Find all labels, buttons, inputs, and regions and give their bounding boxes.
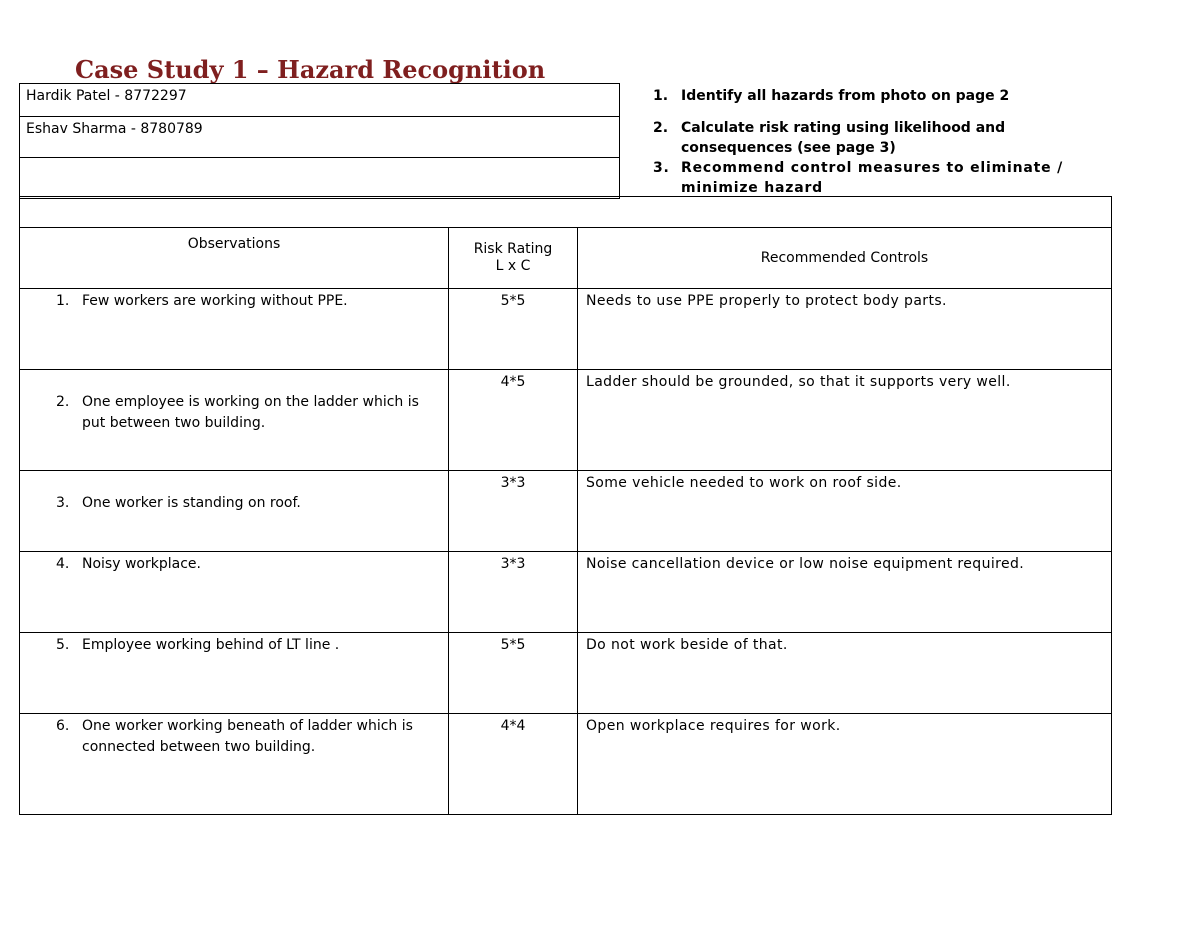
risk-rating-cell: 5*5 [449, 289, 578, 370]
observation-text: One worker is standing on roof. [82, 495, 301, 511]
risk-rating-cell: 4*5 [449, 370, 578, 471]
observation-number: 1. [56, 293, 70, 309]
instruction-text: Recommend control measures to eliminate / minimize hazard [681, 160, 1063, 196]
observations-header: Observations [20, 228, 449, 289]
observation-cell [20, 633, 449, 714]
table-row [20, 370, 1112, 471]
risk-rating-header [449, 228, 578, 289]
observation-cell [20, 471, 449, 552]
control-cell: Ladder should be grounded, so that it supports very well. [578, 370, 1112, 471]
table-row [20, 289, 1112, 370]
risk-rating-cell: 3*3 [449, 471, 578, 552]
instruction-text: Calculate risk rating using likelihood and consequences (see page 3) [681, 120, 1006, 156]
table-row [20, 633, 1112, 714]
risk-rating-cell: 5*5 [449, 633, 578, 714]
instruction-item [653, 118, 1103, 158]
risk-rating-cell: 3*3 [449, 552, 578, 633]
hazard-table [19, 196, 1112, 815]
table-row [20, 714, 1112, 815]
observation-cell [20, 289, 449, 370]
observation-number: 5. [56, 637, 70, 653]
instruction-number: 2. [653, 120, 669, 136]
table-row [20, 471, 1112, 552]
observation-cell [20, 714, 449, 815]
observation-number: 4. [56, 556, 70, 572]
observation-text: Few workers are working without PPE. [82, 293, 348, 309]
blank-row [20, 197, 1112, 228]
observation-cell [20, 552, 449, 633]
risk-rating-header-line1: Risk Rating [473, 241, 553, 257]
observation-number: 3. [56, 495, 70, 511]
control-cell: Open workplace requires for work. [578, 714, 1112, 815]
observation-text: One employee is working on the ladder which is put between two building. [82, 394, 419, 431]
risk-rating-header-line2: L x C [495, 258, 531, 274]
recommended-controls-header: Recommended Controls [578, 228, 1112, 289]
instruction-item [653, 158, 1103, 198]
student-name-3 [20, 158, 620, 199]
control-cell: Noise cancellation device or low noise equipment required. [578, 552, 1112, 633]
control-cell: Some vehicle needed to work on roof side. [578, 471, 1112, 552]
instruction-number: 3. [653, 160, 670, 176]
student-name-2: Eshav Sharma - 8780789 [20, 117, 620, 158]
instructions-list [653, 86, 1103, 198]
instruction-text: Identify all hazards from photo on page 2 [681, 88, 1010, 104]
observation-text: Employee working behind of LT line . [82, 637, 340, 653]
observation-cell [20, 370, 449, 471]
observation-text: One worker working beneath of ladder which is connected between two building. [82, 718, 413, 755]
observation-text: Noisy workplace. [82, 556, 201, 572]
observation-number: 6. [56, 718, 70, 734]
instruction-item [653, 86, 1103, 106]
observation-number: 2. [56, 394, 70, 410]
instruction-number: 1. [653, 88, 669, 104]
header-row [20, 228, 1112, 289]
student-name-1: Hardik Patel - 8772297 [20, 84, 620, 117]
control-cell: Do not work beside of that. [578, 633, 1112, 714]
control-cell: Needs to use PPE properly to protect body parts. [578, 289, 1112, 370]
table-row [20, 552, 1112, 633]
risk-rating-cell: 4*4 [449, 714, 578, 815]
document-title: Case Study 1 – Hazard Recognition [75, 55, 546, 84]
student-names-table [19, 83, 620, 199]
